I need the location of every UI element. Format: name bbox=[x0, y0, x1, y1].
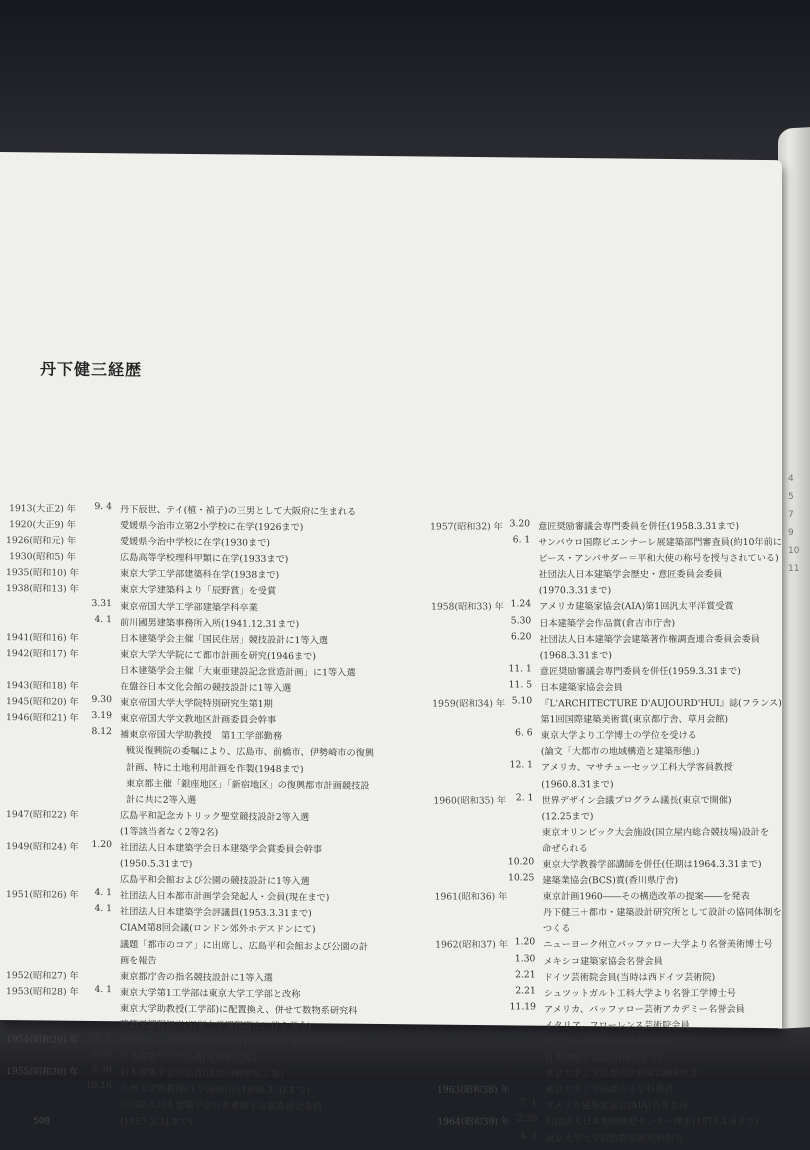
entry-text: 広島高等学校理科甲類に在学(1933まで) bbox=[120, 550, 288, 566]
entry-text: 日本建築学会作品賞(倉吉市庁舎) bbox=[539, 615, 675, 629]
next-page-margin-marks bbox=[788, 470, 810, 578]
entry-text: 計画、特に土地利用計画を作製(1948まで) bbox=[126, 759, 304, 775]
entry-date: 10.25 bbox=[504, 872, 534, 883]
entry-text: 意匠奨励審議会専門委員を併任(1959.3.31まで) bbox=[540, 663, 741, 677]
margin-mark: 5 bbox=[788, 488, 810, 506]
entry-date: 2.21 bbox=[506, 985, 536, 996]
entry-text: 丹下辰世、テイ(植・禎子)の三男として大阪府に生まれる bbox=[120, 501, 356, 517]
entry-text: サンパウロ国際ビエンナーレ展建築部門審査員(約10年前に bbox=[538, 534, 782, 548]
entry-text: 日本建築学会主催「大東亜建設記念営造計画」に1等入選 bbox=[120, 662, 356, 678]
entry-text: 社団法人日本建築学会評議員(1958.3.31まで) bbox=[120, 1032, 312, 1048]
entry-text: 東京帝国大学工学部建築学科卒業 bbox=[120, 598, 258, 613]
entry-year: 1963(昭和38) 年 bbox=[437, 1082, 503, 1096]
entry-year: 1955(昭和30) 年 bbox=[6, 1063, 76, 1078]
entry-year: 1926(昭和元) 年 bbox=[6, 532, 76, 547]
entry-year: 1960(昭和35) 年 bbox=[433, 792, 499, 806]
entry-date: 11. 5 bbox=[502, 679, 532, 690]
entry-text: 東京大学より工学博士の学位を受ける bbox=[541, 727, 697, 741]
entry-year: 1946(昭和21) 年 bbox=[6, 709, 76, 724]
entry-text: 東京オリンピック大会施設(国立屋内総合競技場)設計を bbox=[542, 824, 769, 838]
entry-date: 3.19 bbox=[78, 710, 112, 721]
entry-text: 前川國男建築事務所入所(1941.12.31まで) bbox=[120, 614, 299, 630]
entry-date: 4. 1 bbox=[78, 984, 112, 995]
entry-year: 1958(昭和33) 年 bbox=[431, 599, 497, 613]
entry-text: 計に共に2等入選 bbox=[126, 791, 196, 806]
entry-year bbox=[6, 661, 76, 662]
next-page-edge bbox=[778, 127, 810, 1029]
entry-text: デンマーク建築家協会名誉会員 bbox=[544, 1033, 673, 1047]
entry-date: 10.16 bbox=[78, 1080, 112, 1091]
entry-date: 7. 1 bbox=[507, 1098, 537, 1109]
entry-year: 1930(昭和5) 年 bbox=[6, 548, 76, 563]
entry-year: 1953(昭和28) 年 bbox=[6, 983, 76, 998]
entry-date: 4. 1 bbox=[507, 1130, 537, 1141]
entry-text: 東京帝国大学大学院特別研究生第1期 bbox=[120, 694, 273, 710]
entry-text: 社団法人日本建築学会日本建築学会賞委員会委員 bbox=[120, 1097, 322, 1113]
entry-date: 5.30 bbox=[501, 615, 531, 626]
entry-text: 建築業協会(BCS)賞(香川県庁舎) bbox=[542, 872, 678, 886]
entry-date: 11.19 bbox=[506, 1001, 536, 1012]
entry-text: 世界デザイン会議プログラム議長(東京で開催) bbox=[541, 792, 731, 806]
margin-mark: 7 bbox=[788, 506, 810, 524]
entry-text: 東京帝国大学文教地区計画委員会幹事 bbox=[120, 710, 276, 726]
entry-year: 1954(昭和29) 年 bbox=[6, 1031, 76, 1046]
entry-text: アメリカ建築家協会(AIA)第1回汎太平洋賞受賞 bbox=[539, 598, 734, 612]
entry-text: 日本建築学会作品賞(愛媛県民館) bbox=[120, 1048, 256, 1063]
entry-year bbox=[6, 1096, 76, 1097]
entry-year bbox=[6, 758, 76, 759]
margin-mark: 10 bbox=[788, 542, 810, 560]
entry-year bbox=[6, 1112, 76, 1113]
entry-date: 8.12 bbox=[78, 726, 112, 737]
entry-text: 東京大学工学部都市工学科教授 bbox=[545, 1081, 674, 1095]
entry-date: 5.30 bbox=[78, 1048, 112, 1059]
entry-text: ピース・アンバサダー＝平和大使の称号を授与されている) bbox=[538, 550, 778, 564]
entry-text: 日本建築家協会会員 bbox=[540, 679, 623, 693]
entry-year: 1962(昭和37) 年 bbox=[435, 937, 501, 951]
entry-text: (1968.3.31まで) bbox=[540, 647, 612, 661]
entry-text: 『L'ARCHITECTURE D'AUJOURD'HUI』誌(フランス) bbox=[540, 695, 782, 709]
entry-year: 1945(昭和20) 年 bbox=[6, 693, 76, 708]
entry-year bbox=[6, 902, 76, 903]
entry-year bbox=[6, 741, 76, 742]
entry-text: 東京大学助教授(工学部)に配置換え、併せて数物系研究科 bbox=[120, 1000, 357, 1016]
entry-text: 画を報告 bbox=[120, 952, 157, 966]
entry-text: 命ぜられる bbox=[542, 840, 588, 854]
margin-mark: 4 bbox=[788, 470, 810, 488]
entry-text: (1957.3.31まで) bbox=[120, 1113, 192, 1128]
entry-text: 戦災復興院の委嘱により、広島市、前橋市、伊勢崎市の復興 bbox=[126, 743, 374, 760]
entry-year: 1959(昭和34) 年 bbox=[432, 695, 498, 709]
entry-year bbox=[6, 870, 76, 871]
entry-year bbox=[6, 1015, 76, 1016]
entry-text: シュツットガルト工科大学より名誉工学博士号 bbox=[544, 985, 736, 999]
entry-text: (12.25まで) bbox=[542, 808, 594, 822]
entry-year: 1949(昭和24) 年 bbox=[6, 838, 76, 853]
entry-text: 社団法人日本建築学会建築著作権調査連合委員会委員 bbox=[539, 631, 760, 645]
entry-text: 補東京帝国大学助教授 第1工学部勤務 bbox=[120, 727, 282, 743]
entry-date: 6.20 bbox=[501, 631, 531, 642]
entry-text: 広島平和記念カトリック聖堂競技設計2等入選 bbox=[120, 807, 309, 823]
entry-text: 在盤谷日本文化会館の競技設計に1等入選 bbox=[120, 678, 291, 694]
entry-text: 社団法人日本建築学会歴史・意匠委員会委員 bbox=[539, 566, 723, 580]
entry-date: 4. 1 bbox=[78, 887, 112, 898]
entry-year: 1951(昭和26) 年 bbox=[6, 886, 76, 901]
entry-year: 1913(大正2) 年 bbox=[6, 500, 76, 515]
entry-text: 建築学課程担当(旧制大学課程廃止に伴う発令) bbox=[120, 1016, 311, 1032]
entry-text: 社団法人日本建築学会日本建築学会賞委員会幹事 bbox=[120, 839, 322, 855]
entry-text: 議題「都市のコア」に出席し、広島平和会館および公園の計 bbox=[120, 936, 368, 953]
entry-date: 1.30 bbox=[505, 953, 535, 964]
entry-year bbox=[6, 951, 76, 952]
entry-date: 11. 1 bbox=[502, 663, 532, 674]
entry-date: 6. 6 bbox=[503, 728, 533, 739]
entry-text: アメリカ、バッファロー芸術アカデミー名誉会員 bbox=[544, 1001, 745, 1015]
entry-text: (1950.5.31まで) bbox=[120, 855, 192, 870]
entry-date: 2.20 bbox=[507, 1114, 537, 1125]
entry-text: 意匠奨励審議会専門委員を併任(1958.3.31まで) bbox=[538, 518, 739, 532]
entry-date: 6. 1 bbox=[500, 534, 530, 545]
entry-year: 1952(昭和27) 年 bbox=[6, 967, 76, 982]
background-table-top bbox=[0, 0, 810, 160]
entry-text: 愛媛県今治市立第2小学校に在学(1926まで) bbox=[120, 517, 303, 533]
entry-text: 東京大学工学部都市計画第2講座担当 bbox=[545, 1065, 698, 1079]
entry-date: 5.30 bbox=[78, 1064, 112, 1075]
entry-text: CIAM第8回会議(ロンドン郊外ホデスドンにて) bbox=[120, 920, 316, 936]
entry-year: 1942(昭和17) 年 bbox=[6, 645, 76, 660]
entry-text: 日本建築学会作品賞(図書印刷原町工場) bbox=[120, 1065, 283, 1081]
entry-text: 九州大学助教授(工学部)併任(1958.3.31まで) bbox=[120, 1081, 310, 1097]
entry-year: 1947(昭和22) 年 bbox=[6, 806, 76, 821]
entry-text: 財団法人日本地域開発センター理事(1973.1.6まで) bbox=[545, 1113, 758, 1127]
entry-text: 愛媛県今治中学校に在学(1930まで) bbox=[120, 533, 270, 549]
entry-text: ドイツ芸術院会員(当時は西ドイツ芸術院) bbox=[543, 969, 715, 983]
entry-year: 1935(昭和10) 年 bbox=[6, 564, 76, 579]
entry-year bbox=[6, 790, 76, 791]
entry-text: イタリア、フローレンス芸術院会員 bbox=[544, 1017, 690, 1031]
entry-year: 1920(大正9) 年 bbox=[6, 516, 76, 531]
page-heading: 丹下健三経歴 bbox=[40, 356, 142, 380]
entry-date: 2. 1 bbox=[503, 792, 533, 803]
entry-date: 5.10 bbox=[502, 695, 532, 706]
entry-year: 1941(昭和16) 年 bbox=[6, 629, 76, 644]
entry-text: 東京都主催「銀座地区」「新宿地区」の復興都市計画競技設 bbox=[126, 775, 369, 792]
entry-year bbox=[6, 822, 76, 823]
entry-year bbox=[6, 854, 76, 855]
entry-text: 東京大学大学院数物系研究科担当 bbox=[545, 1130, 683, 1144]
entry-year bbox=[6, 725, 76, 726]
book-page bbox=[0, 152, 782, 1028]
entry-date: 9. 4 bbox=[78, 501, 112, 512]
entry-text: アメリカ建築家協会(AIA)名誉会員 bbox=[545, 1097, 688, 1111]
entry-year bbox=[6, 919, 76, 920]
entry-date: 9.30 bbox=[78, 694, 112, 705]
entry-year: 1943(昭和18) 年 bbox=[6, 677, 76, 692]
entry-text: 社団法人日本建築学会評議員(1953.3.31まで) bbox=[120, 904, 312, 920]
entry-text: (1等該当者なく2等2名) bbox=[120, 823, 218, 838]
entry-date: 2.21 bbox=[506, 969, 536, 980]
margin-mark: 11 bbox=[788, 560, 810, 578]
entry-date: 10.20 bbox=[504, 856, 534, 867]
entry-text: (1960.8.31まで) bbox=[541, 776, 613, 790]
entry-text: (論文「大都市の地域構造と建築形態」) bbox=[541, 743, 700, 757]
entry-date: 1.20 bbox=[505, 937, 535, 948]
entry-text: つくる bbox=[543, 921, 571, 935]
entry-year bbox=[6, 613, 76, 614]
entry-date: 4. 1 bbox=[78, 903, 112, 914]
entry-year: 1957(昭和32) 年 bbox=[430, 518, 496, 532]
entry-year: 1964(昭和39) 年 bbox=[437, 1114, 503, 1128]
entry-text: 第1回国際建築美術賞(東京都庁舎、草月会館) bbox=[540, 711, 728, 725]
entry-text: 東京都庁舎の指名競技設計に1等入選 bbox=[120, 968, 273, 984]
entry-text: 日本地域学会会員(現在まで) bbox=[544, 1049, 662, 1063]
entry-date: 4. 1 bbox=[78, 1032, 112, 1043]
entry-date: 3.31 bbox=[78, 597, 112, 608]
entry-year: 1961(昭和36) 年 bbox=[435, 889, 501, 903]
entry-text: 東京大学大学院にて都市計画を研究(1946まで) bbox=[120, 646, 316, 662]
entry-text: 丹下健三＋都市・建築設計研究所として設計の協同体制を bbox=[543, 904, 782, 918]
entry-text: (1970.3.31まで) bbox=[539, 583, 611, 597]
entry-text: 東京大学建築科より「辰野賞」を受賞 bbox=[120, 582, 276, 598]
margin-mark: 9 bbox=[788, 524, 810, 542]
entry-text: 広島平和会館および公園の競技設計に1等入選 bbox=[120, 871, 310, 887]
entry-text: 日本建築学会主催「国民住居」競技設計に1等入選 bbox=[120, 630, 328, 646]
entry-text: 東京大学工学部建築科在学(1938まで) bbox=[120, 566, 279, 582]
entry-year bbox=[6, 597, 76, 598]
entry-text: 東京計画1960――その構造改革の提案――を発表 bbox=[543, 888, 750, 902]
entry-date: 12. 1 bbox=[503, 760, 533, 771]
entry-text: 社団法人日本都市計画学会発起人・会員(現在まで) bbox=[120, 888, 329, 904]
entry-text: 東京大学教養学部講師を併任(任期は1964.3.31まで) bbox=[542, 856, 761, 870]
entry-text: 東京大学第1工学部は東京大学工学部と改称 bbox=[120, 984, 300, 1000]
entry-date: 4. 1 bbox=[78, 613, 112, 624]
entry-year bbox=[6, 999, 76, 1000]
entry-text: メキシコ建築家協会名誉会員 bbox=[543, 953, 663, 967]
entry-year bbox=[6, 774, 76, 775]
entry-year bbox=[6, 935, 76, 936]
entry-year: 1938(昭和13) 年 bbox=[6, 581, 76, 596]
entry-date: 3.20 bbox=[500, 518, 530, 529]
entry-date: 1.20 bbox=[78, 839, 112, 850]
entry-text: ニューヨーク州立バッファロー大学より名誉美術博士号 bbox=[543, 936, 773, 950]
page-number: 508 bbox=[33, 1116, 50, 1126]
entry-date: 1.24 bbox=[501, 599, 531, 610]
entry-text: アメリカ、マサチューセッツ工科大学客員教授 bbox=[541, 759, 733, 773]
